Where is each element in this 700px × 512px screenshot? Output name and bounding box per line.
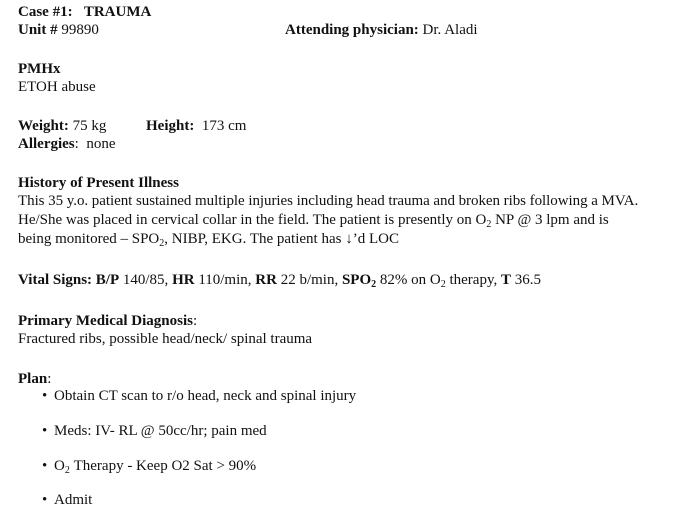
height-value: 173 cm bbox=[201, 118, 247, 134]
unit-number: 99890 bbox=[61, 22, 99, 38]
plan-item: • Meds: IV- RL @ 50cc/hr; pain med bbox=[42, 423, 267, 439]
diagnosis-value: Fractured ribs, possible head/neck/ spinal trauma bbox=[18, 331, 313, 347]
case-type: TRAUMA bbox=[83, 4, 152, 20]
diagnosis-heading: Primary Medical Diagnosis: bbox=[18, 313, 198, 329]
bullet-icon: • bbox=[42, 492, 48, 508]
pmhx-value: ETOH abuse bbox=[18, 79, 96, 95]
unit-number-line bbox=[18, 21, 99, 39]
attending-label: Attending physician: bbox=[285, 22, 419, 38]
hpi-heading: History of Present Illness bbox=[18, 175, 179, 191]
plan-item: • Obtain CT scan to r/o head, neck and spinal injury bbox=[42, 388, 357, 404]
bullet-icon: • bbox=[42, 388, 48, 404]
weight-label: Weight: bbox=[18, 118, 69, 134]
height-line bbox=[146, 117, 246, 135]
spo2-value: 82% on $O_2$ therapy, bbox=[379, 272, 498, 290]
allergies-line: Allergies: none bbox=[18, 136, 116, 152]
case-label: Case #1: bbox=[18, 4, 73, 20]
hpi-line-3: being monitored – $SPO_2$, NIBP, EKG. The patient has ↓’d LOC bbox=[18, 231, 399, 249]
pmhx-heading: PMHx bbox=[18, 61, 61, 77]
plan-item: • $O_2$ Therapy - Keep O2 Sat > 90% bbox=[42, 458, 257, 476]
attending-physician-line bbox=[285, 21, 478, 39]
vital-signs-line bbox=[18, 271, 541, 289]
unit-label: Unit # bbox=[18, 22, 58, 38]
plan-heading: Plan: bbox=[18, 371, 52, 387]
bp-label: B/P bbox=[95, 272, 120, 288]
case-title bbox=[18, 3, 151, 21]
vital-signs-label: Vital Signs: bbox=[18, 272, 93, 288]
rr-label: RR bbox=[255, 272, 277, 288]
hr-value: 110/min, bbox=[198, 272, 252, 288]
case-document bbox=[18, 0, 693, 512]
hpi-line-2: He/She was placed in cervical collar in the field. The patient is presently on $O_2$ NP @ 3 lpm and is bbox=[18, 212, 609, 230]
plan-item: • Admit bbox=[42, 492, 93, 508]
weight-line bbox=[18, 117, 106, 135]
allergies-label: Allergies bbox=[18, 136, 75, 152]
allergies-value: none bbox=[86, 136, 116, 152]
temp-value: 36.5 bbox=[514, 272, 541, 288]
hr-label: HR bbox=[172, 272, 195, 288]
bullet-icon: • bbox=[42, 423, 48, 439]
attending-name: Dr. Aladi bbox=[422, 22, 478, 38]
bp-value: 140/85, bbox=[122, 272, 169, 288]
spo2-label: $SPO_2$ bbox=[341, 272, 377, 290]
weight-value: 75 kg bbox=[72, 118, 107, 134]
rr-value: 22 b/min, bbox=[280, 272, 339, 288]
hpi-line-1: This 35 y.o. patient sustained multiple injuries including head trauma and broken ribs following a MVA. bbox=[18, 193, 639, 209]
bullet-icon: • bbox=[42, 458, 48, 474]
height-label: Height: bbox=[146, 118, 195, 134]
temp-label: T bbox=[500, 272, 511, 288]
